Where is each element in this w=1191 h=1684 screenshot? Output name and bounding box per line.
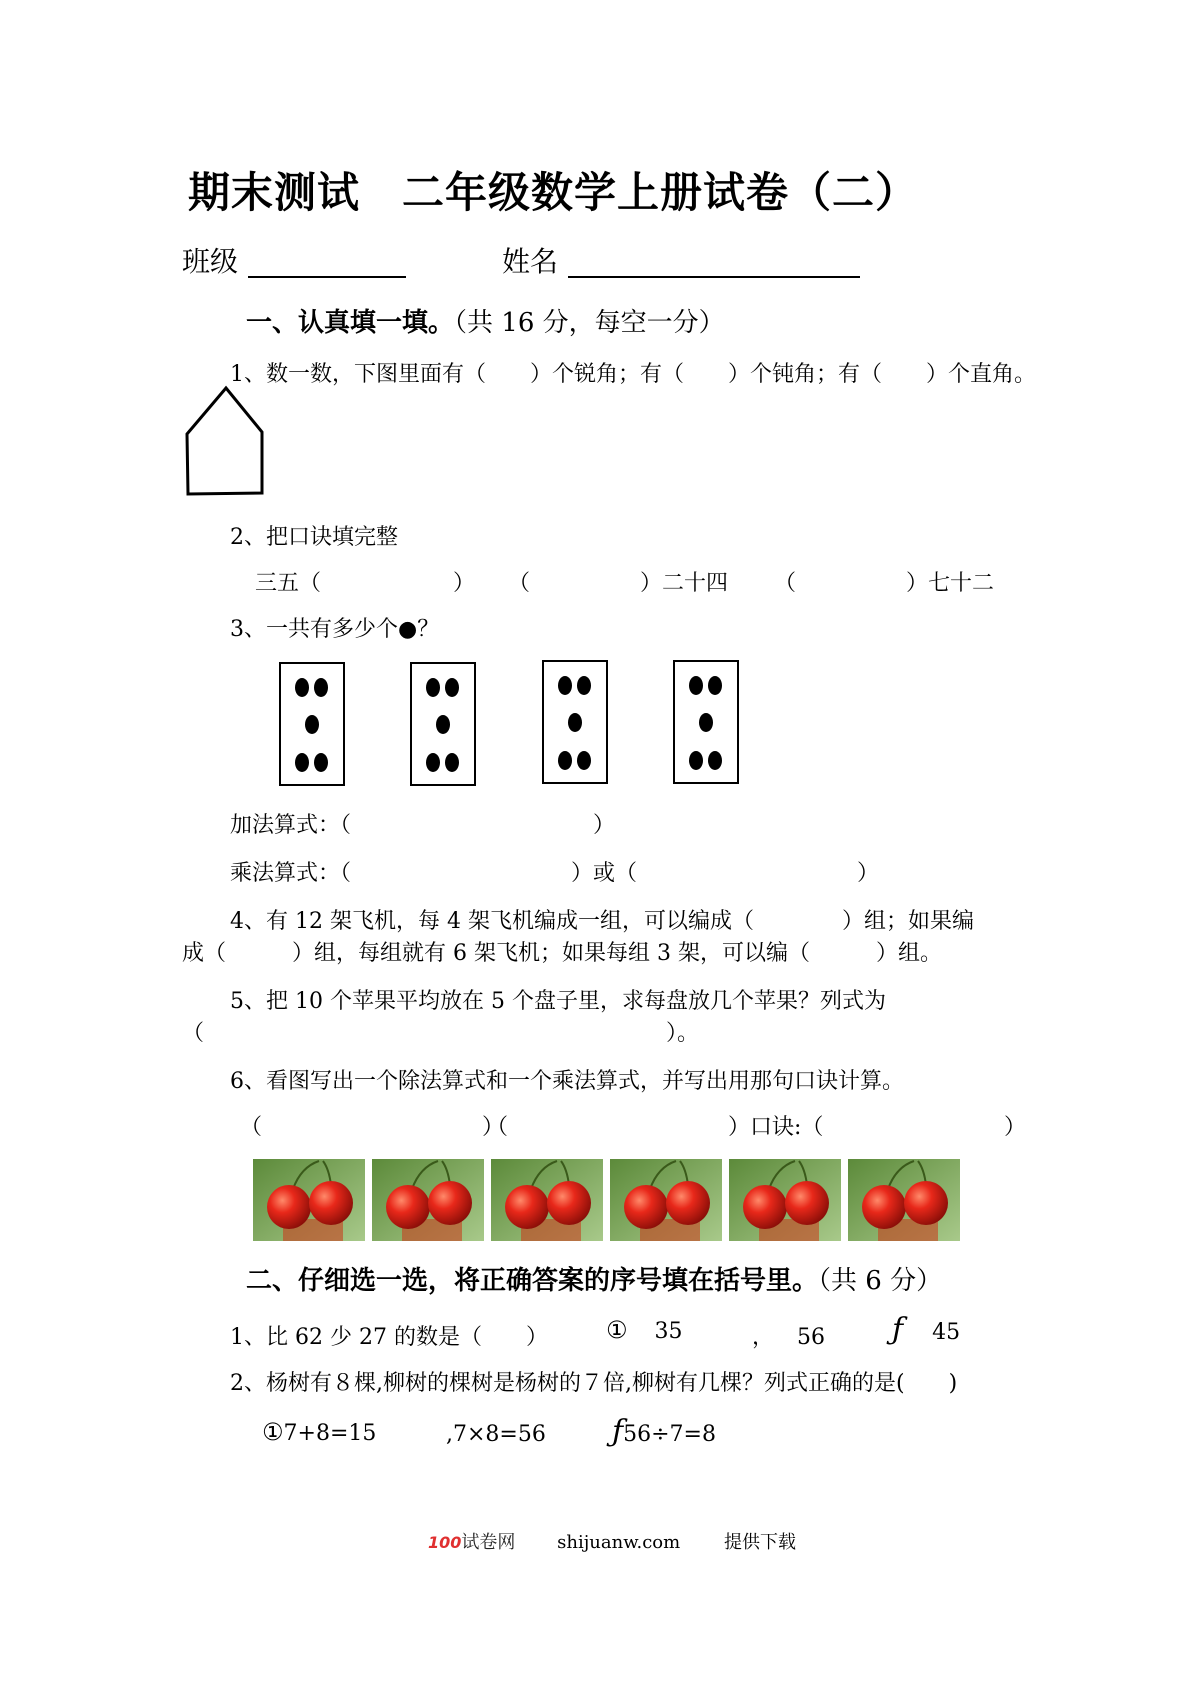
s2q1-option-2	[752, 1320, 825, 1351]
class-field[interactable]	[248, 244, 406, 278]
question-6-text: 6、看图写出一个除法算式和一个乘法算式，并写出用那句口诀计算。	[230, 1069, 904, 1094]
dot	[689, 676, 703, 695]
option-marker: ，	[752, 1325, 775, 1350]
dot	[699, 713, 713, 732]
domino-card	[673, 660, 739, 784]
question-4-line-2: 成（ ）组，每组就有 6 架飞机；如果每组 3 架，可以编（ ）组。	[182, 941, 942, 966]
section-1-heading	[246, 302, 725, 339]
section-2-note: （共 6 分）	[818, 1266, 943, 1296]
domino-card	[542, 660, 608, 784]
dot	[689, 751, 703, 770]
option-marker: ,	[446, 1422, 453, 1447]
option-marker: ƒ	[612, 1414, 624, 1449]
site-domain-link[interactable]: shijuanw.com	[557, 1532, 681, 1553]
option-value: 7×8=56	[453, 1422, 546, 1447]
footer	[428, 1528, 796, 1554]
question-5-line-2: （ ）。	[182, 1021, 700, 1046]
cherry-image-row	[253, 1159, 967, 1241]
dot	[558, 676, 572, 695]
s2q2-option-3	[612, 1414, 716, 1449]
question-2-item-3: （ ）七十二	[774, 571, 995, 596]
dot	[305, 715, 319, 734]
dot	[436, 715, 450, 734]
s2q1-option-1	[606, 1316, 683, 1344]
dot	[708, 751, 722, 770]
section-1-note: （共 16 分，每空一分）	[454, 308, 725, 338]
option-marker: ƒ	[892, 1312, 904, 1347]
dot	[295, 678, 309, 697]
section-2-question-2-text: 2、杨树有８棵,柳树的棵树是杨树的７倍,柳树有几棵？列式正确的是( )	[230, 1371, 958, 1396]
dot	[426, 753, 440, 772]
option-value: 56÷7=8	[623, 1422, 716, 1447]
cherry-pair-image	[253, 1159, 365, 1241]
dot	[445, 678, 459, 697]
title-part-1: 期末测试	[188, 168, 361, 217]
question-2-text: 2、把口诀填完整	[230, 525, 398, 550]
dot	[577, 676, 591, 695]
page-title	[188, 160, 918, 220]
footer-note: 提供下载	[723, 1532, 796, 1553]
class-label: 班级	[182, 245, 239, 278]
domino-card	[279, 662, 345, 786]
cherry-pair-image	[491, 1159, 603, 1241]
cherry-pair-image	[610, 1159, 722, 1241]
cherry-pair-image	[729, 1159, 841, 1241]
section-1-title: 一、认真填一填。	[246, 308, 455, 338]
option-marker: ①	[262, 1418, 284, 1446]
option-marker: ①	[606, 1316, 628, 1344]
question-5-line-1: 5、把 10 个苹果平均放在 5 个盘子里，求每盘放几个苹果？列式为	[230, 989, 886, 1014]
question-6-blank-close: ）	[1004, 1115, 1027, 1140]
site-logo: 100	[428, 1533, 462, 1552]
dot	[577, 751, 591, 770]
question-6-blank-1: （ ）	[240, 1115, 505, 1140]
site-name: 试卷网	[461, 1532, 516, 1553]
question-1-text: 1、数一数，下图里面有（ ）个锐角；有（ ）个钝角；有（ ）个直角。	[230, 362, 1036, 387]
dot	[558, 751, 572, 770]
s2q2-option-1	[262, 1418, 376, 1446]
cherry-pair-image	[372, 1159, 484, 1241]
option-value: 35	[654, 1319, 683, 1344]
dot	[295, 753, 309, 772]
domino-card	[410, 662, 476, 786]
section-2-title: 二、仔细选一选，将正确答案的序号填在括号里。	[246, 1266, 819, 1296]
question-3-addition-line: 加法算式：（ ）	[230, 813, 616, 838]
question-6-blank-2: （ ）口诀:（	[486, 1115, 824, 1140]
s2q2-option-2	[446, 1422, 546, 1447]
dot	[314, 678, 328, 697]
question-2-item-1: 三五（ ）	[255, 571, 476, 596]
dot	[708, 676, 722, 695]
title-part-2: 二年级数学上册试卷（二）	[402, 168, 919, 217]
house-shape-figure	[184, 384, 264, 496]
option-value: 56	[797, 1325, 826, 1350]
section-2-question-1-text: 1、比 62 少 27 的数是（ ）	[230, 1325, 548, 1350]
dot	[314, 753, 328, 772]
dot	[426, 678, 440, 697]
s2q1-option-3	[892, 1312, 960, 1347]
question-3-multiplication-line: 乘法算式：（ ）或（ ）	[230, 861, 880, 886]
question-4-line-1: 4、有 12 架飞机，每 4 架飞机编成一组，可以编成（ ）组；如果编	[230, 909, 974, 934]
cherry-pair-image	[848, 1159, 960, 1241]
option-value: 45	[932, 1320, 961, 1345]
name-field[interactable]	[568, 244, 860, 278]
section-2-heading	[246, 1260, 942, 1297]
question-3-text: 3、一共有多少个●？	[230, 617, 440, 642]
dot	[445, 753, 459, 772]
dot	[568, 713, 582, 732]
question-2-item-2: （ ）二十四	[508, 571, 729, 596]
option-value: 7+8=15	[283, 1421, 377, 1446]
name-label: 姓名	[502, 245, 559, 278]
